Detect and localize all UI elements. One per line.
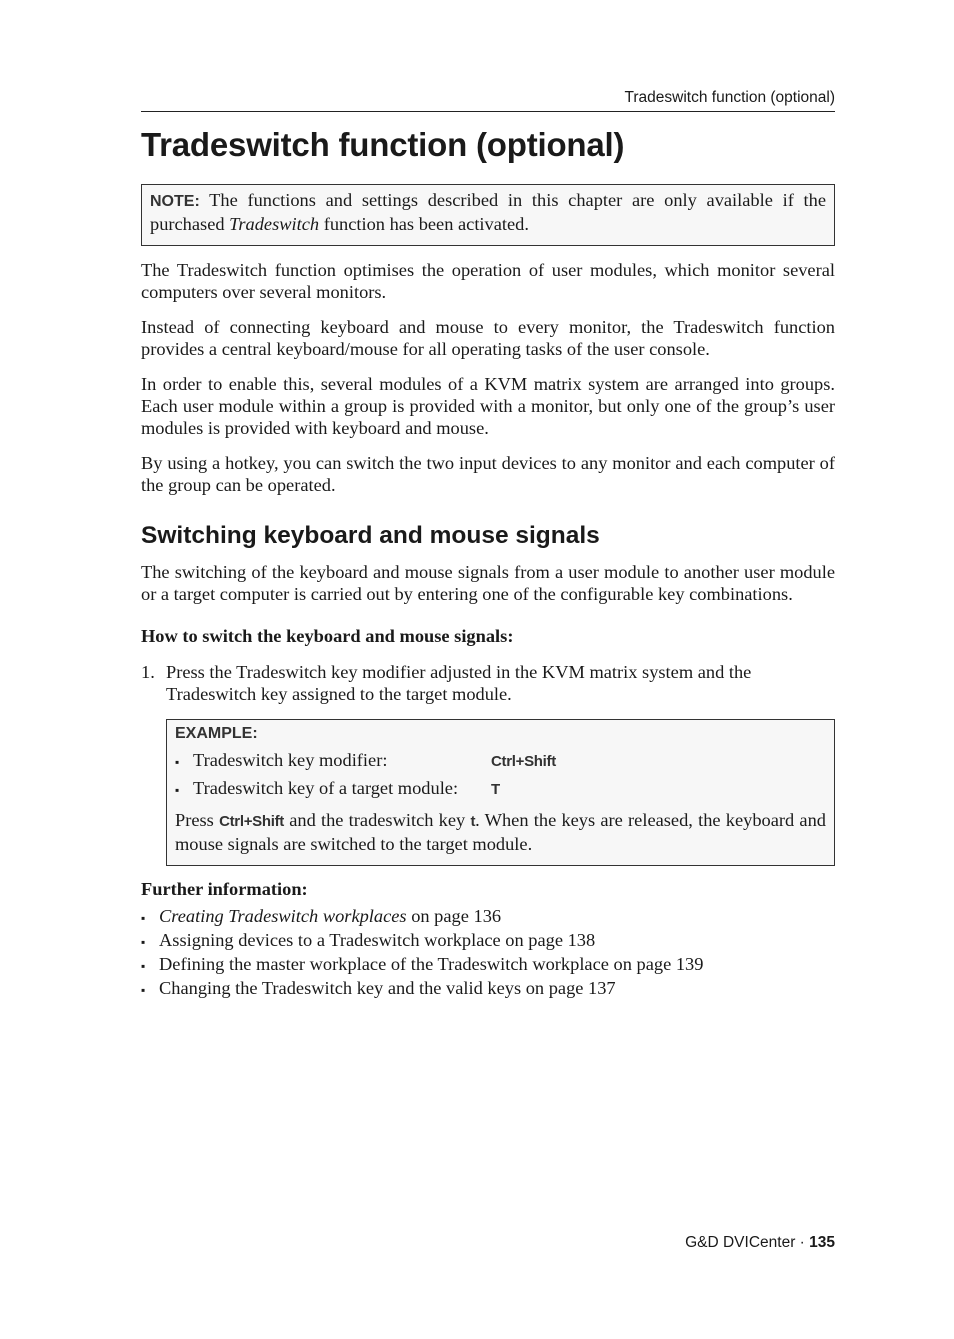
section-intro: The switching of the keyboard and mouse signals from a user module to another user module or a target computer is carried out by entering one of the configurable key combinations. [141, 562, 835, 604]
running-header-title: Tradeswitch function (optional) [624, 89, 835, 106]
press-key: t [470, 813, 476, 830]
further-info-italic: Creating Tradeswitch workplaces [159, 906, 407, 926]
further-info-text: Defining the master workplace of the Tradeswitch workplace on page 139 [159, 954, 704, 974]
further-info-link[interactable] [141, 953, 835, 977]
example-row-value: T [491, 781, 500, 798]
paragraph: By using a hotkey, you can switch the two input devices to any monitor and each computer of the group can be operated. [141, 453, 835, 495]
step-number: 1. [141, 662, 155, 682]
example-row [175, 749, 826, 773]
further-info-link[interactable] [141, 929, 835, 953]
bullet-icon: ▪ [141, 911, 146, 925]
example-row-label: Tradeswitch key of a target module: [193, 778, 459, 798]
further-info-link[interactable] [141, 977, 835, 1001]
page-footer [141, 1234, 835, 1252]
bullet-icon: ▪ [141, 959, 146, 973]
press-keys: Ctrl+Shift [219, 813, 284, 830]
page-title: Tradeswitch function (optional) [141, 126, 625, 163]
press-middle: and the tradeswitch key [283, 810, 471, 830]
further-info-text: Changing the Tradeswitch key and the valid keys on page 137 [159, 978, 616, 998]
press-after: . When the keys are released, the keyboard and mouse signals are switched to the target module. [175, 810, 826, 854]
paragraph: The Tradeswitch function optimises the operation of user modules, which monitor several computers over several monitors. [141, 260, 835, 302]
example-row-label: Tradeswitch key modifier: [193, 750, 388, 770]
example-row [175, 777, 826, 801]
example-box [166, 719, 835, 866]
further-info-list [141, 905, 835, 1001]
bullet-icon: ▪ [175, 783, 180, 797]
step-item [141, 661, 835, 705]
bullet-icon: ▪ [175, 755, 180, 769]
page-content [141, 184, 835, 1001]
further-info-link[interactable] [141, 905, 835, 929]
note-text-before: The functions and settings described in this chapter are only available if the purchased [150, 190, 826, 234]
bullet-icon: ▪ [141, 935, 146, 949]
page-number: 135 [809, 1234, 835, 1251]
note-text-after: function has been activated. [319, 214, 529, 234]
how-to-heading: How to switch the keyboard and mouse signals: [141, 626, 514, 646]
further-info-suffix: on page 136 [406, 906, 502, 926]
footer-product: G&D DVICenter · [685, 1234, 810, 1251]
paragraph: In order to enable this, several modules of a KVM matrix system are arranged into groups. Each user module within a group is provided with a monitor, but only one of the group’s user modules is provided with keyboard and mouse. [141, 374, 835, 438]
note-box [141, 184, 835, 246]
step-text: Press the Tradeswitch key modifier adjusted in the KVM matrix system and the Tradeswitch key assigned to the target module. [166, 662, 752, 704]
example-row-value: Ctrl+Shift [491, 753, 556, 770]
note-italic: Tradeswitch [229, 214, 320, 234]
further-info-heading: Further information: [141, 879, 308, 899]
bullet-icon: ▪ [141, 983, 146, 997]
paragraph: Instead of connecting keyboard and mouse to every monitor, the Tradeswitch function provides a central keyboard/mouse for all operating tasks of the user console. [141, 317, 835, 359]
running-header [141, 89, 835, 112]
example-label: EXAMPLE: [175, 725, 258, 742]
note-label: NOTE: [150, 193, 200, 210]
press-before: Press [175, 810, 220, 830]
section-heading: Switching keyboard and mouse signals [141, 522, 600, 549]
example-press-text [175, 809, 826, 855]
further-info-text: Assigning devices to a Tradeswitch workplace on page 138 [159, 930, 596, 950]
